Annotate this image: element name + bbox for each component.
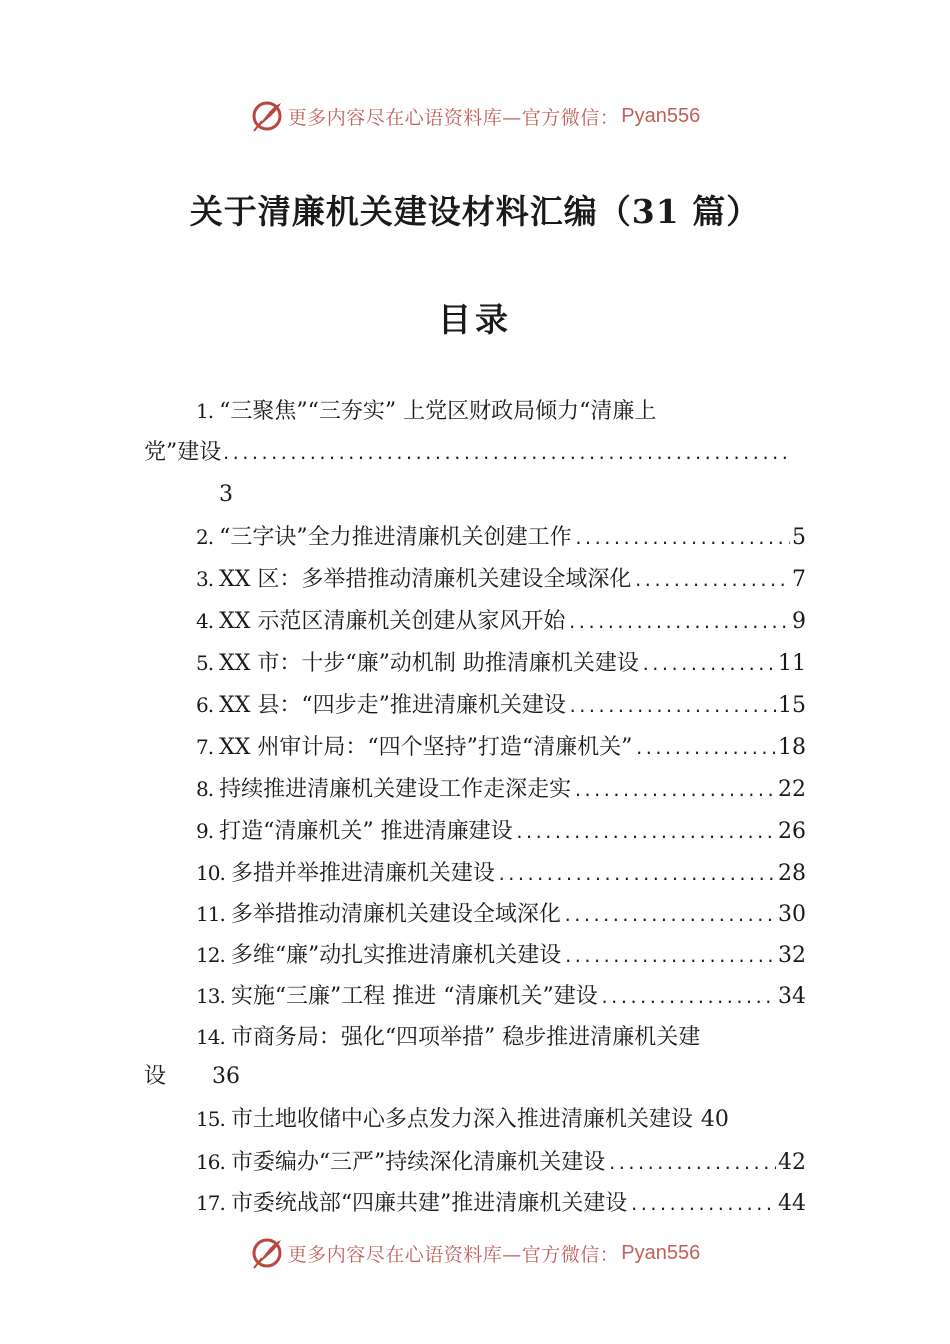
toc-row[interactable] — [196, 1147, 806, 1179]
toc-leader-dots — [629, 1190, 776, 1220]
toc-leader-dots — [497, 860, 776, 890]
toc-leader-dots — [515, 818, 776, 848]
footer-banner — [0, 1233, 950, 1273]
toc-item-page: 22 — [778, 777, 806, 802]
toc-leader-dots — [634, 734, 776, 764]
toc-row[interactable] — [196, 648, 806, 680]
toc-item-title: XX 州审计局：“四个坚持”打造“清廉机关” — [219, 735, 633, 760]
banner-text: 更多内容尽在心语资料库—官方微信： — [287, 1243, 620, 1266]
toc-leader-dots — [563, 942, 776, 972]
toc-row[interactable] — [196, 564, 806, 596]
toc-item-number: 2. — [196, 525, 214, 549]
toc-row[interactable] — [196, 981, 806, 1013]
toc-item-title: 市委统战部“四廉共建”推进清廉机关建设 — [230, 1191, 628, 1216]
toc-item-title: XX 区：多举措推动清廉机关建设全域深化 — [219, 567, 632, 592]
toc-leader-dots — [607, 1149, 776, 1179]
toc-leader-dots — [221, 439, 792, 469]
toc-item-number: 13. — [196, 984, 225, 1008]
toc-row[interactable] — [196, 606, 806, 638]
toc-row[interactable] — [196, 816, 806, 848]
toc-item-page: 40 — [700, 1107, 729, 1132]
toc-item-page: 34 — [778, 984, 806, 1009]
toc-item-title: 打造“清廉机关” 推进清廉建设 — [219, 819, 513, 844]
feather-seal-icon — [250, 99, 284, 133]
toc-item-title-cont: 设 — [144, 1064, 167, 1089]
toc-row[interactable] — [196, 732, 806, 764]
toc-item-number: 9. — [196, 819, 214, 843]
toc-row[interactable] — [196, 690, 806, 722]
toc-item-title-cont: 党”建设 — [144, 440, 222, 465]
toc-row[interactable] — [196, 899, 806, 931]
toc-item-page: 15 — [778, 693, 806, 718]
toc-item-page: 18 — [778, 735, 806, 760]
toc-item-number: 6. — [196, 693, 214, 717]
toc-item-title: 多维“廉”动扎实推进清廉机关建设 — [230, 943, 562, 968]
toc-item-number: 4. — [196, 609, 214, 633]
document-title: 关于清廉机关建设材料汇编（31 篇） — [189, 192, 761, 231]
toc-leader-dots — [573, 776, 776, 806]
toc-item-title: 市土地收储中心多点发力深入推进清廉机关建设 — [230, 1107, 693, 1132]
toc-item-title: “三聚焦”“三夯实” 上党区财政局倾力“清廉上 — [219, 399, 657, 424]
header-banner — [0, 96, 950, 136]
toc-item-number: 12. — [196, 943, 225, 967]
toc-item-number: 14. — [196, 1025, 225, 1049]
toc-item-page: 44 — [778, 1191, 806, 1216]
toc-item-number: 15. — [196, 1107, 225, 1131]
toc-item-page: 30 — [778, 902, 806, 927]
banner-wechat-id: Pyan556 — [621, 1241, 701, 1264]
toc-item-title: 市商务局：强化“四项举措” 稳步推进清廉机关建 — [230, 1025, 701, 1050]
toc-item-number: 11. — [196, 902, 225, 926]
toc-leader-dots — [600, 983, 776, 1013]
toc-item-page: 42 — [778, 1150, 806, 1175]
toc-item-title: 多举措推动清廉机关建设全域深化 — [230, 902, 561, 927]
toc-item-number: 16. — [196, 1150, 225, 1174]
toc-item-page: 32 — [778, 943, 806, 968]
toc-item-number: 8. — [196, 777, 214, 801]
toc-row[interactable] — [196, 940, 806, 972]
toc-item-page: 28 — [778, 861, 806, 886]
toc-item-title: XX 示范区清廉机关创建从家风开始 — [219, 609, 566, 634]
toc-leader-dots — [568, 692, 776, 722]
toc-leader-dots — [567, 608, 790, 638]
toc-item-page: 36 — [212, 1064, 241, 1089]
toc-item-number: 1. — [196, 399, 214, 423]
toc-item-page: 9 — [792, 609, 806, 634]
toc-item-title: 多措并举推进清廉机关建设 — [230, 861, 495, 886]
toc-item-number: 3. — [196, 567, 214, 591]
toc-item-1-page: 3 — [219, 482, 233, 507]
toc-item-1-line1[interactable] — [196, 396, 656, 427]
toc-item-1-line2[interactable] — [144, 438, 792, 469]
toc-item-title: “三字诀”全力推进清廉机关创建工作 — [219, 525, 572, 550]
toc-row[interactable] — [196, 858, 806, 890]
toc-item-number: 5. — [196, 651, 214, 675]
toc-item-page: 11 — [778, 651, 806, 676]
feather-seal-icon — [250, 1236, 284, 1270]
toc-row[interactable] — [196, 1104, 806, 1135]
toc-item-14-line2[interactable] — [144, 1062, 240, 1092]
toc-item-number: 10. — [196, 861, 225, 885]
toc-row[interactable] — [196, 522, 806, 554]
toc-item-page: 7 — [792, 567, 806, 592]
toc-heading: 目录 — [438, 300, 512, 339]
toc-row[interactable] — [196, 1188, 806, 1220]
toc-item-title: 实施“三廉”工程 推进 “清廉机关”建设 — [230, 984, 598, 1009]
toc-item-title: 持续推进清廉机关建设工作走深走实 — [219, 777, 572, 802]
toc-item-title: XX 市：十步“廉”动机制 助推清廉机关建设 — [219, 651, 639, 676]
toc-row[interactable] — [196, 774, 806, 806]
toc-item-number: 7. — [196, 735, 214, 759]
toc-item-14-line1[interactable] — [196, 1022, 700, 1053]
banner-text: 更多内容尽在心语资料库—官方微信： — [287, 106, 620, 129]
toc-item-number: 17. — [196, 1191, 225, 1215]
banner-wechat-id: Pyan556 — [621, 104, 701, 127]
toc-item-title: XX 县：“四步走”推进清廉机关建设 — [219, 693, 566, 718]
toc-leader-dots — [641, 650, 776, 680]
toc-item-page: 5 — [792, 525, 806, 550]
toc-item-page: 26 — [778, 819, 806, 844]
toc-leader-dots — [563, 901, 776, 931]
toc-item-title: 市委编办“三严”持续深化清廉机关建设 — [230, 1150, 606, 1175]
toc-leader-dots — [633, 566, 790, 596]
toc-leader-dots — [574, 524, 790, 554]
